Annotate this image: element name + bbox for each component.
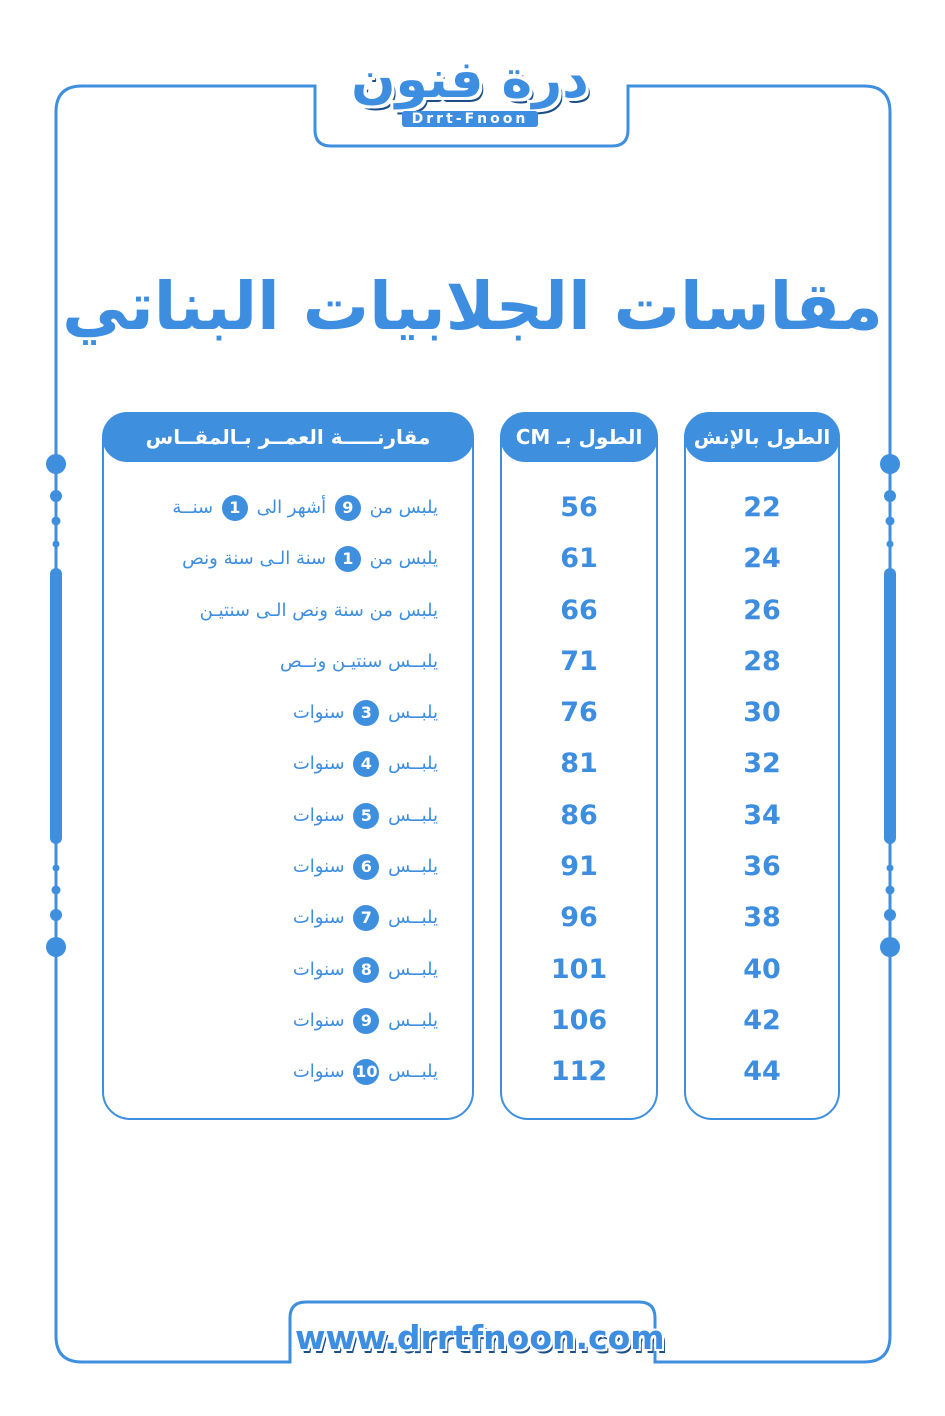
number-badge: 4 <box>353 751 379 777</box>
age-text: يلبس من سنة ونص الـى سنتيـن <box>199 599 438 621</box>
number-badge: 8 <box>353 957 379 983</box>
age-text: يلبس من <box>369 548 438 570</box>
number-badge: 3 <box>353 700 379 726</box>
age-text: سنة الـى سنة ونص <box>182 548 327 570</box>
age-row <box>104 636 472 687</box>
inch-value: 26 <box>743 594 781 626</box>
age-row <box>104 995 472 1046</box>
age-column-header: مقارنـــــة العمــر بـالمقــاس <box>102 412 474 462</box>
age-text: سنوات <box>292 1061 345 1083</box>
age-text: سنوات <box>292 856 345 878</box>
number-badge: 7 <box>353 905 379 931</box>
cm-value: 106 <box>550 1004 608 1036</box>
number-badge: 6 <box>353 854 379 880</box>
cm-value: 101 <box>550 953 608 985</box>
cm-column-header: الطول بـ CM <box>500 412 658 462</box>
age-row <box>104 585 472 636</box>
cm-value: 96 <box>560 902 598 934</box>
cm-value: 112 <box>550 1056 608 1088</box>
inch-value: 34 <box>743 799 781 831</box>
age-row <box>104 687 472 738</box>
inch-value: 28 <box>743 645 781 677</box>
age-text: يلبــس <box>388 907 438 929</box>
age-row <box>104 944 472 995</box>
age-row <box>104 841 472 892</box>
age-row <box>104 790 472 841</box>
age-text: سنوات <box>292 702 345 724</box>
age-text: يلبــس <box>388 753 438 775</box>
cm-value: 81 <box>560 748 598 780</box>
age-text: أشهر الى <box>256 497 327 518</box>
age-text: سنوات <box>292 1009 345 1031</box>
inch-value: 30 <box>743 697 781 729</box>
age-row <box>104 482 472 533</box>
inch-value: 40 <box>743 953 781 985</box>
age-text: سنوات <box>292 907 345 929</box>
cm-value: 91 <box>560 851 598 883</box>
age-row <box>104 533 472 584</box>
inch-value: 24 <box>743 543 781 575</box>
inch-column-header: الطول بالإنش <box>684 412 840 462</box>
cm-value: 61 <box>560 543 598 575</box>
page-title: مقاسات الجلابيات البناتي <box>62 268 883 345</box>
cm-value: 71 <box>560 645 598 677</box>
age-rows <box>104 462 472 1098</box>
inch-column <box>684 412 840 1120</box>
age-text: يلبــس <box>388 1009 438 1031</box>
age-text: يلبــس <box>388 958 438 980</box>
inch-value: 42 <box>743 1004 781 1036</box>
website-url[interactable]: www.drrtfnoon.com <box>295 1318 665 1357</box>
age-row <box>104 738 472 789</box>
inch-value: 36 <box>743 851 781 883</box>
cm-value: 86 <box>560 799 598 831</box>
age-text: سنــة <box>172 497 214 518</box>
age-text: سنوات <box>292 753 345 775</box>
age-text: يلبــس <box>388 856 438 878</box>
inch-value: 22 <box>743 492 781 523</box>
inch-values <box>686 462 838 1098</box>
cm-values <box>502 462 656 1098</box>
number-badge: 9 <box>335 495 361 521</box>
cm-value: 56 <box>560 492 598 523</box>
age-text: سنوات <box>292 958 345 980</box>
inch-value: 38 <box>743 902 781 934</box>
brand-logo <box>315 52 625 132</box>
cm-value: 66 <box>560 594 598 626</box>
number-badge: 9 <box>353 1008 379 1034</box>
number-badge: 1 <box>222 495 248 521</box>
age-comparison-column <box>102 412 474 1120</box>
inch-value: 44 <box>743 1056 781 1088</box>
age-row <box>104 892 472 943</box>
age-text: يلبــس <box>388 1061 438 1083</box>
logo-latin-name: Drrt-Fnoon <box>402 111 539 127</box>
age-text: يلبس من <box>369 497 438 518</box>
age-row <box>104 1046 472 1097</box>
logo-wordmark: درة فنون <box>351 50 589 110</box>
age-text: يلبــس <box>388 702 438 724</box>
number-badge: 1 <box>335 546 361 572</box>
number-badge: 10 <box>353 1059 379 1085</box>
age-text: يلبــس <box>388 804 438 826</box>
inch-value: 32 <box>743 748 781 780</box>
cm-column <box>500 412 658 1120</box>
age-text: سنوات <box>292 804 345 826</box>
number-badge: 5 <box>353 803 379 829</box>
cm-value: 76 <box>560 697 598 729</box>
age-text: يلبــس سنتيـن ونــص <box>280 650 438 672</box>
